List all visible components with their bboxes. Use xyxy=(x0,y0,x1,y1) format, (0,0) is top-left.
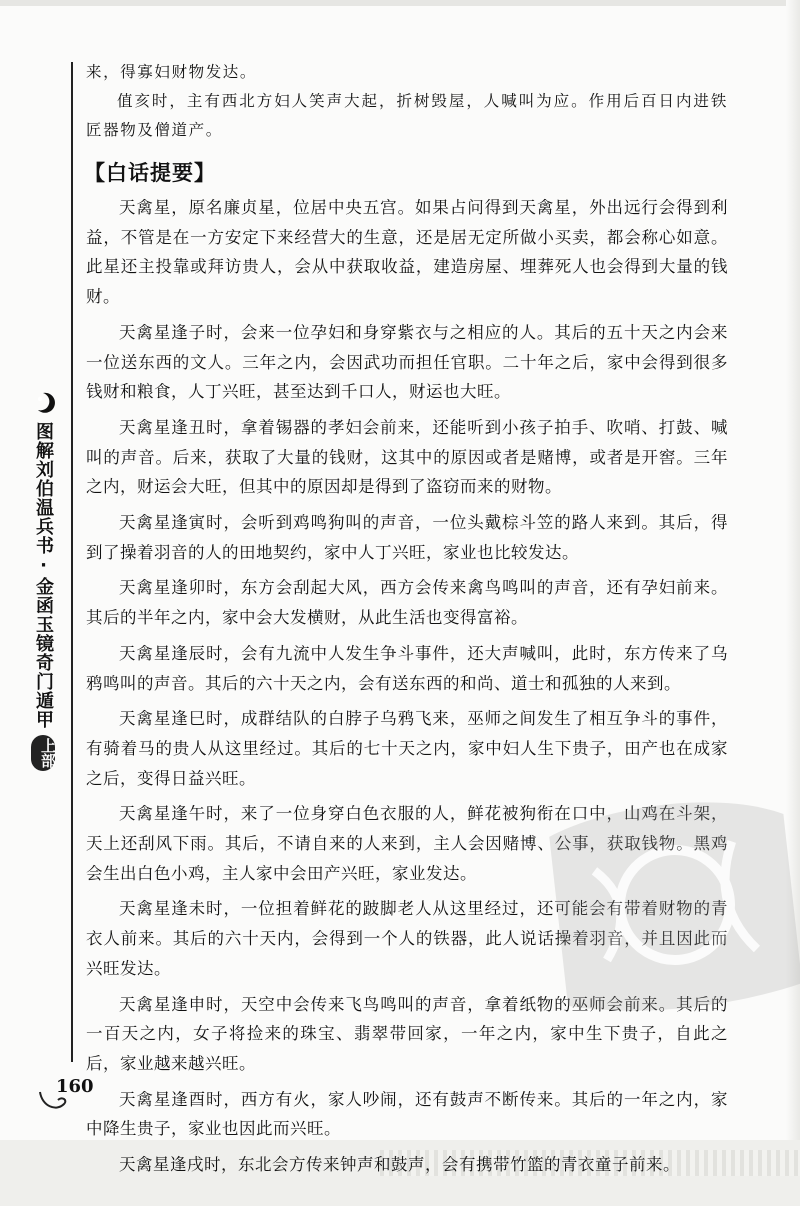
watermark-stamp xyxy=(525,772,800,1037)
running-title xyxy=(28,390,58,771)
page-ornament-icon xyxy=(36,1088,76,1114)
yin-yang-icon xyxy=(30,390,56,416)
paragraph: 天禽星逢申时，天空中会传来飞鸟鸣叫的声音，拿着纸物的巫师会前来。其后的一百天之内，女子将捡来的珠宝、翡翠带回家，一年之内，家中生下贵子，自此之后，家业越来越兴旺。 xyxy=(86,994,728,1073)
classical-text-line: 来，得寡妇财物发达。 xyxy=(86,63,258,81)
paragraph: 天禽星逢丑时，拿着锡器的孝妇会前来，还能听到小孩子拍手、吹哨、打鼓、喊叫的声音。后来，获取了大量的钱财，这其中的原因或者是赌博，或者是开窖。三年之内，财运会大旺，但其中的原因却是得到了盗窃而来的财物。 xyxy=(86,417,728,497)
margin-rule xyxy=(71,62,73,1062)
paragraph: 天禽星逢卯时，东方会刮起大风，西方会传来禽鸟鸣叫的声音，还有孕妇前来。其后的半年之内，家中会大发横财，从此生活也变得富裕。 xyxy=(86,578,728,628)
classical-text-paragraph: 值亥时，主有西北方妇人笑声大起，折树毁屋，人喊叫为应。作用后百日内进铁匠器物及僧道产。 xyxy=(86,92,728,139)
paragraph: 天禽星逢巳时，成群结队的白脖子乌鸦飞来，巫师之间发生了相互争斗的事件，有骑着马的贵人从这里经过。其后的七十天之内，家中妇人生下贵子，田产也在成家之后，变得日益兴旺。 xyxy=(86,709,728,788)
section-heading: 【白话提要】 xyxy=(84,161,216,185)
paragraph: 天禽星逢子时，会来一位孕妇和身穿紫衣与之相应的人。其后的五十天之内会来一位送东西的文人。三年之内，会因武功而担任官职。二十年之后，家中会得到很多钱财和粮食，人丁兴旺，甚至达到千口人，财运也大旺。 xyxy=(86,322,728,402)
paragraph: 天禽星逢辰时，会有九流中人发生争斗事件，还大声喊叫，此时，东方传来了乌鸦鸣叫的声音。其后的六十天之内，会有送东西的和尚、道士和孤独的人来到。 xyxy=(86,643,728,693)
paragraph: 天禽星，原名廉贞星，位居中央五宫。如果占问得到天禽星，外出远行会得到利益，不管是在一方安定下来经营大的生意，还是居无定所做小买卖，都会称心如意。此星还主投靠或拜访贵人，会从中获取收益，建造房屋、埋葬死人也会得到大量的钱财。 xyxy=(86,198,728,307)
paragraph: 天禽星逢寅时，会听到鸡鸣狗叫的声音，一位头戴棕斗笠的路人来到。其后，得到了操着羽音的人的田地契约，家中人丁兴旺，家业也比较发达。 xyxy=(86,513,728,562)
volume-badge: 上部 xyxy=(31,735,55,771)
book-title: 图解刘伯温兵书·金函玉镜奇门遁甲 xyxy=(33,422,54,729)
paragraph: 天禽星逢戌时，东北会方传来钟声和鼓声，会有携带竹篮的青衣童子前来。 xyxy=(119,1155,680,1175)
page-top-edge xyxy=(0,0,800,6)
page-number: 160 xyxy=(56,1076,94,1097)
paragraph: 天禽星逢未时，一位担着鲜花的跛脚老人从这里经过，还可能会有带着财物的青衣人前来。其后的六十天内，会得到一个人的铁器，此人说话操着羽音，并且因此而兴旺发达。 xyxy=(86,899,728,978)
paragraph: 天禽星逢酉时，西方有火，家人吵闹，还有鼓声不断传来。其后的一年之内，家中降生贵子，家业也因此而兴旺。 xyxy=(86,1089,728,1139)
paragraph: 天禽星逢午时，来了一位身穿白色衣服的人，鲜花被狗衔在口中，山鸡在斗架，天上还刮风下雨。其后，不请自来的人来到，主人会因赌博、公事，获取钱物。黑鸡会生出白色小鸡，主人家中会田产兴旺，家业发达。 xyxy=(86,804,728,883)
